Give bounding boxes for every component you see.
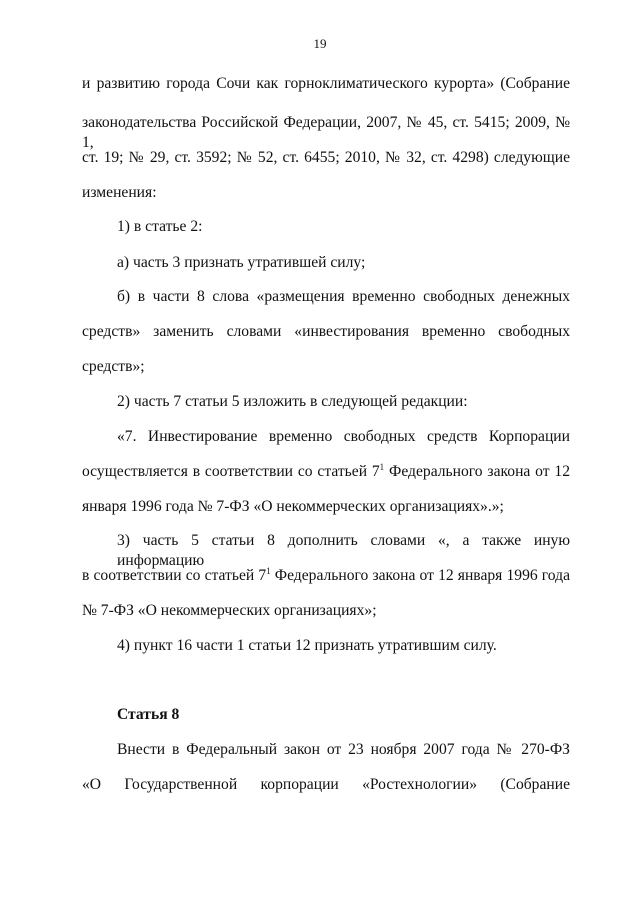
superscript: 1 [379, 462, 385, 472]
text-fragment: Федерального закона от 12 [384, 463, 571, 480]
text-line: «О Государственной корпорации «Ростехнологии» (Собрание [82, 776, 570, 793]
quoted-text-line: января 1996 года № 7-ФЗ «О некоммерческих организациях».»; [82, 498, 504, 515]
text-line: средств»; [82, 358, 145, 375]
page-number: 19 [313, 36, 327, 51]
quoted-text-line: «7. Инвестирование временно свободных средств Корпорации [117, 428, 570, 445]
text-line: и развитию города Сочи как горноклиматического курорта» (Собрание [82, 75, 570, 92]
text-line: законодательства Российской Федерации, 2007, № 45, ст. 5415; 2009, № 1, [82, 114, 570, 151]
superscript: 1 [266, 566, 271, 576]
text-line [82, 566, 570, 586]
list-item: а) часть 3 признать утратившей силу; [117, 254, 366, 271]
article-heading: Статья 8 [117, 706, 180, 723]
list-item: б) в части 8 слова «размещения временно свободных денежных [117, 288, 570, 305]
quoted-text-line [82, 462, 570, 482]
text-line: средств» заменить словами «инвестирования временно свободных [82, 323, 570, 340]
text-fragment: Федерального закона от 12 января 1996 года [270, 567, 570, 584]
list-item: 2) часть 7 статьи 5 изложить в следующей редакции: [117, 393, 468, 410]
list-item: 3) часть 5 статьи 8 дополнить словами «, а также иную информацию [117, 532, 570, 569]
list-item: 1) в статье 2: [117, 218, 203, 235]
text-line: изменения: [82, 184, 157, 201]
list-item: 4) пункт 16 части 1 статьи 12 признать утратившим силу. [117, 637, 497, 654]
text-line: Внести в Федеральный закон от 23 ноября 2007 года № 270-ФЗ [117, 741, 570, 758]
text-fragment: в соответствии со статьей 7 [82, 567, 267, 584]
text-line: ст. 19; № 29, ст. 3592; № 52, ст. 6455; 2010, № 32, ст. 4298) следующие [82, 149, 570, 166]
text-fragment: осуществляется в соответствии со статьей 7 [82, 463, 380, 480]
text-line: № 7-ФЗ «О некоммерческих организациях»; [82, 602, 377, 619]
